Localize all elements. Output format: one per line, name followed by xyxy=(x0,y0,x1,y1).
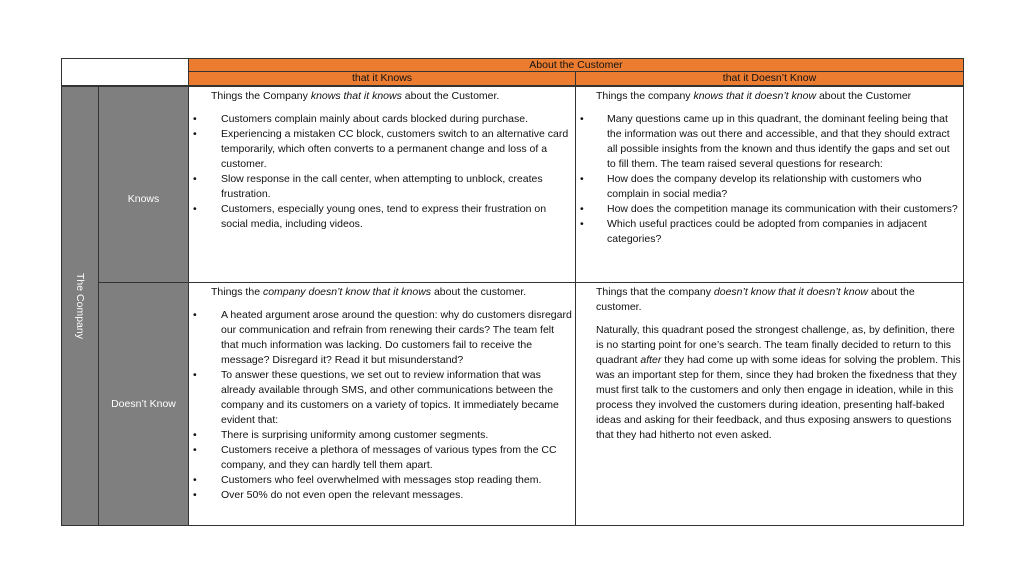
quadrant-known-knowns xyxy=(188,86,576,283)
list-item: • Experiencing a mistaken CC block, customers switch to an alternative card temporarily, which often converts to a permanent change and loss of a customer. xyxy=(193,127,573,172)
intro-text: Things the company xyxy=(596,90,694,102)
list-item: • A heated argument arose around the question: why do customers disregard our communication and refrain from renewing their cards? The team felt that much information was lacking. Do customers fail to receive the message? Disregard it? Read it but misunderstand? xyxy=(193,308,573,368)
intro-text: about the customer. xyxy=(431,286,527,298)
list-item: • Customers who feel overwhelmed with messages stop reading them. xyxy=(193,473,573,488)
list-item: • Slow response in the call center, when attempting to unblock, creates frustration. xyxy=(193,172,573,202)
intro-emphasis: knows that it doesn’t know xyxy=(693,90,817,102)
header-about-customer: About the Customer xyxy=(188,58,964,72)
bullet-list xyxy=(580,112,961,247)
side-label-company xyxy=(61,86,99,526)
intro-text: about the Customer. xyxy=(401,90,500,102)
paragraph-emphasis: after xyxy=(640,354,662,366)
intro-text: Things the Company xyxy=(211,90,311,102)
list-item: • Many questions came up in this quadrant, the dominant feeling being that the information was out there and accessible, and that they should extract all possible insights from the known and thus identify the gaps and set out to fill them. The team raised several questions for research: xyxy=(580,112,961,172)
quadrant-intro xyxy=(193,89,573,104)
row-label-knows: Knows xyxy=(98,86,189,312)
quadrant-unknown-knowns xyxy=(188,282,576,526)
list-item: • There is surprising uniformity among customer segments. xyxy=(193,428,573,443)
intro-text: about the Customer xyxy=(816,90,912,102)
list-item: • Customers complain mainly about cards blocked during purchase. xyxy=(193,112,573,127)
paragraph-text: Naturally, this quadrant posed the strongest challenge, as, by definition, there is no starting point for one’s search. The team finally decided to return to this quadrant xyxy=(596,324,955,366)
corner-cell xyxy=(61,58,188,86)
side-label-text: The Company xyxy=(74,273,86,339)
header-that-it-doesnt-know: that it Doesn’t Know xyxy=(575,72,964,86)
knowledge-matrix-table xyxy=(61,58,964,526)
row-label-doesnt-know: Doesn’t Know xyxy=(98,282,189,526)
quadrant-known-unknowns xyxy=(575,86,964,283)
intro-emphasis: company doesn’t know that it knows xyxy=(262,286,432,298)
intro-text: about the customer. xyxy=(596,286,915,313)
list-item: • Customers receive a plethora of messages of various types from the CC company, and they can hardly tell them apart. xyxy=(193,443,573,473)
bullet-list xyxy=(193,308,573,503)
bullet-list xyxy=(193,112,573,232)
quadrant-intro xyxy=(580,285,961,315)
intro-emphasis: knows that it knows xyxy=(310,90,402,102)
list-item: • How does the competition manage its communication with their customers? xyxy=(580,202,961,217)
quadrant-unknown-unknowns xyxy=(575,282,964,526)
quadrant-paragraph xyxy=(580,323,961,443)
list-item: • Customers, especially young ones, tend to express their frustration on social media, including videos. xyxy=(193,202,573,232)
list-item: • How does the company develop its relationship with customers who complain in social media? xyxy=(580,172,961,202)
intro-text: Things that the company xyxy=(596,286,714,298)
header-that-it-knows: that it Knows xyxy=(188,72,576,86)
quadrant-intro xyxy=(580,89,961,104)
list-item: • Which useful practices could be adopted from companies in adjacent categories? xyxy=(580,217,961,247)
quadrant-intro xyxy=(193,285,573,300)
list-item: • Over 50% do not even open the relevant messages. xyxy=(193,488,573,503)
paragraph-text: they had come up with some ideas for solving the problem. This was an important step for them, since they had broken the fixedness that they must first talk to the customers and only then engage in ideation, while in this process they involved the customers during ideation, presenting half-baked ideas and asking for their feedback, and thus exposing answers to questions that they had hitherto not even asked. xyxy=(596,354,961,441)
intro-emphasis: doesn’t know that it doesn’t know xyxy=(713,286,868,298)
intro-text: Things the xyxy=(211,286,263,298)
list-item: • To answer these questions, we set out to review information that was already available through SMS, and other communications between the company and its customers on a variety of topics. It immediately became evident that: xyxy=(193,368,573,428)
